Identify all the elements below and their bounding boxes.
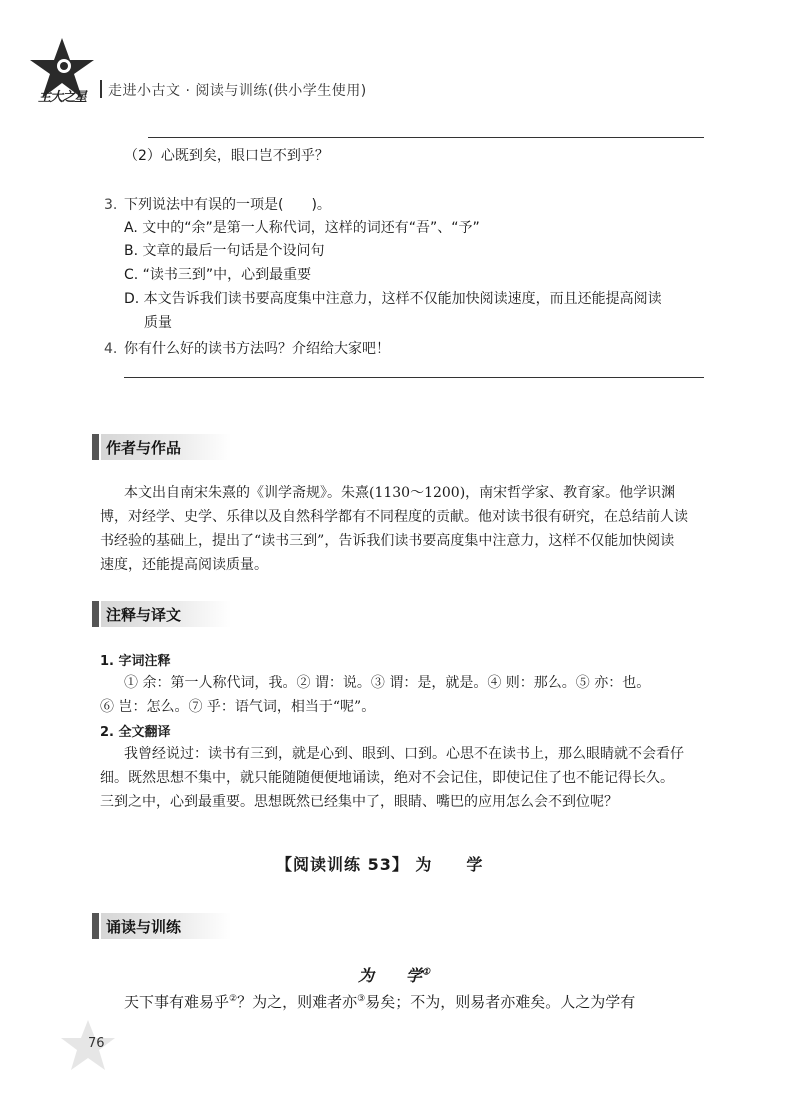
question-3-option-b: B. 文章的最后一句话是个设问句 <box>124 243 325 259</box>
text-title: 为 学① <box>358 966 431 985</box>
translation-heading: 2. 全文翻译 <box>100 725 171 740</box>
answer-line <box>148 137 704 138</box>
question-4-stem: 你有什么好的读书方法吗？介绍给大家吧！ <box>124 341 390 357</box>
question-3-option-d-continued: 质量 <box>144 315 172 331</box>
question-2-2: （2）心既到矣，眼口岂不到乎？ <box>124 148 329 164</box>
question-3-option-a: A. 文中的“余”是第一人称代词，这样的词还有“吾”、“予” <box>124 220 480 236</box>
header-title: 走进小古文 · 阅读与训练(供小学生使用) <box>108 83 367 99</box>
author-paragraph-line: 书经验的基础上，提出了“读书三到”，告诉我们读书要高度集中注意力，这样不仅能加快阅读 <box>100 533 675 549</box>
word-notes-line: ① 余：第一人称代词，我。② 谓：说。③ 谓：是，就是。④ 则：那么。⑤ 亦：也。 <box>124 675 651 691</box>
answer-line <box>124 377 704 378</box>
word-notes-line: ⑥ 岂：怎么。⑦ 乎：语气词，相当于“呢”。 <box>100 699 376 715</box>
author-paragraph-line: 博，对经学、史学、乐律以及自然科学都有不同程度的贡献。他对读书很有研究，在总结前人读 <box>100 509 688 525</box>
page-number: 76 <box>88 1036 105 1051</box>
header-divider <box>100 80 102 98</box>
question-3-option-c: C. “读书三到”中，心到最重要 <box>124 267 312 283</box>
recitation-section-heading: 诵读与训练 <box>92 913 682 939</box>
translation-line: 我曾经说过：读书有三到，就是心到、眼到、口到。心思不在读书上，那么眼睛就不会看仔 <box>124 746 684 762</box>
author-section-heading: 作者与作品 <box>92 434 682 460</box>
question-3-stem: 下列说法中有误的一项是( )。 <box>124 197 331 213</box>
translation-line: 细。既然思想不集中，就只能随随便便地诵读，绝对不会记住，即使记住了也不能记得长久。 <box>100 770 674 786</box>
question-3-number: 3. <box>104 197 118 213</box>
translation-line: 三到之中，心到最重要。思想既然已经集中了，眼睛、嘴巴的应用怎么会不到位呢？ <box>100 794 618 810</box>
classical-text-line: 天下事有难易乎②？为之，则难者亦③易矣；不为，则易者亦难矣。人之为学有 <box>124 993 636 1011</box>
lesson-title: 【阅读训练 53】 为 学 <box>276 855 484 874</box>
notes-section-heading: 注释与译文 <box>92 601 682 627</box>
author-paragraph-line: 本文出自南宋朱熹的《训学斋规》。朱熹(1130～1200)，南宋哲学家、教育家。他学识渊 <box>124 485 676 501</box>
author-paragraph-line: 速度，还能提高阅读质量。 <box>100 557 268 573</box>
question-3-option-d: D. 本文告诉我们读书要高度集中注意力，这样不仅能加快阅读速度，而且还能提高阅读 <box>124 291 662 307</box>
logo-text: 主大之星 <box>38 90 87 105</box>
question-4-number: 4. <box>104 341 118 357</box>
word-notes-heading: 1. 字词注释 <box>100 654 171 669</box>
